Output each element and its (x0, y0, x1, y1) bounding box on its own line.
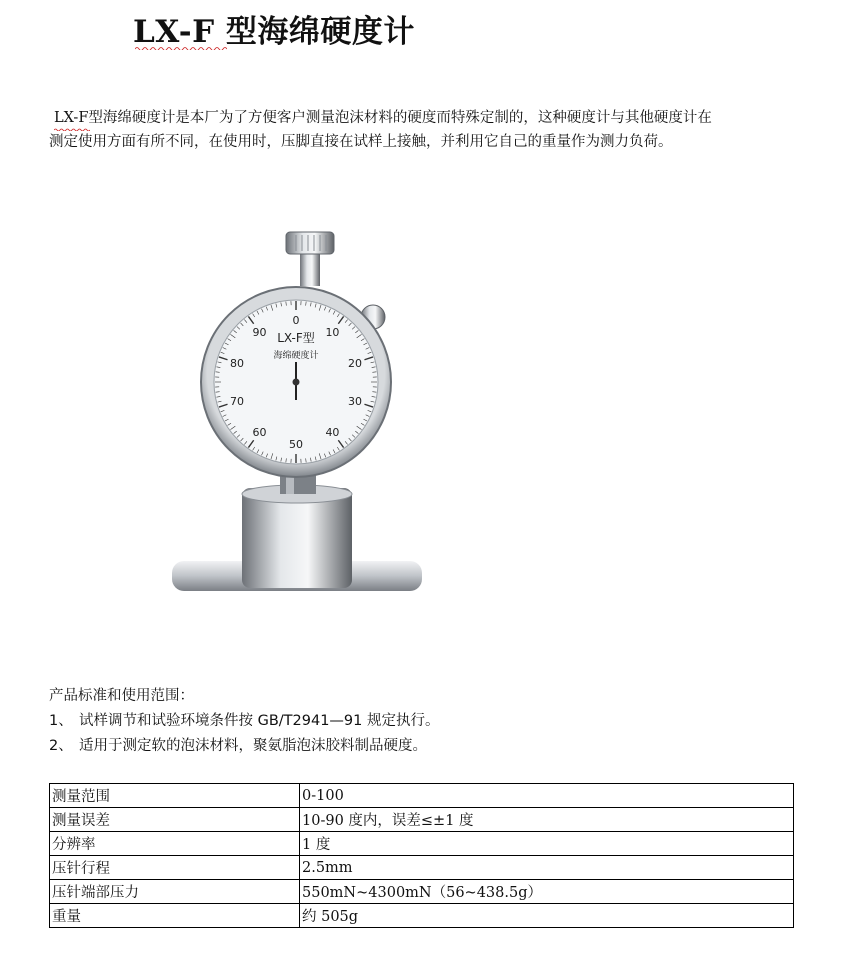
spec-value: 10-90 度内，误差≤±1 度 (300, 808, 794, 832)
spec-key: 压针行程 (50, 856, 300, 880)
spec-value: 约 505g (300, 904, 794, 928)
table-row (50, 808, 794, 832)
standards-section (49, 684, 809, 759)
table-row (50, 904, 794, 928)
spec-key: 压针端部压力 (50, 880, 300, 904)
table-row (50, 856, 794, 880)
spec-key: 测量范围 (50, 784, 300, 808)
hardness-gauge-photo (160, 216, 470, 626)
gauge-number: 0 (292, 314, 300, 327)
gauge-number: 20 (347, 356, 362, 370)
spec-value: 2.5mm (300, 856, 794, 880)
table-row (50, 832, 794, 856)
intro-line-1-text: 型海绵硬度计是本厂为了方便客户测量泡沫材料的硬度而特殊定制的，这种硬度计与其他硬度计在 (88, 110, 712, 126)
spec-table (49, 783, 794, 928)
page-title (133, 6, 415, 51)
gauge-number: 90 (252, 325, 267, 339)
gauge-needle-hub (293, 379, 300, 386)
spec-key: 分辨率 (50, 832, 300, 856)
standards-heading: 产品标准和使用范围： (49, 688, 194, 704)
gauge-model-label: LX-F型 (277, 331, 315, 345)
standards-item-2: 2、 适用于测定软的泡沫材料，聚氨脂泡沫胶料制品硬度。 (49, 738, 427, 754)
table-row (50, 880, 794, 904)
spec-key: 测量误差 (50, 808, 300, 832)
gauge-number: 80 (230, 356, 245, 370)
gauge-number: 60 (252, 426, 267, 440)
intro-line-2: 测定使用方面有所不同，在使用时，压脚直接在试样上接触，并利用它自己的重量作为测力负荷。 (49, 134, 673, 150)
intro-paragraph (49, 106, 809, 154)
gauge-top-knob (286, 232, 334, 254)
page-title-text: LX-F 型海绵硬度计 (133, 14, 415, 50)
gauge-name-label: 海绵硬度计 (273, 351, 319, 361)
spellcheck-underline (135, 46, 227, 50)
gauge-number: 10 (325, 325, 340, 339)
table-row (50, 784, 794, 808)
intro-model-name: LX-F (54, 110, 88, 126)
spellcheck-underline (54, 128, 90, 131)
intro-line-1 (49, 106, 809, 130)
spec-value: 0-100 (300, 784, 794, 808)
spec-value: 550mN~4300mN（56~438.5g） (300, 880, 794, 904)
gauge-number: 50 (289, 438, 303, 451)
gauge-number: 70 (230, 395, 245, 409)
spec-value: 1 度 (300, 832, 794, 856)
gauge-number: 30 (347, 395, 362, 409)
standards-item-1: 1、 试样调节和试验环境条件按 GB/T2941—91 规定执行。 (49, 713, 440, 729)
spec-key: 重量 (50, 904, 300, 928)
gauge-number: 40 (325, 426, 340, 440)
